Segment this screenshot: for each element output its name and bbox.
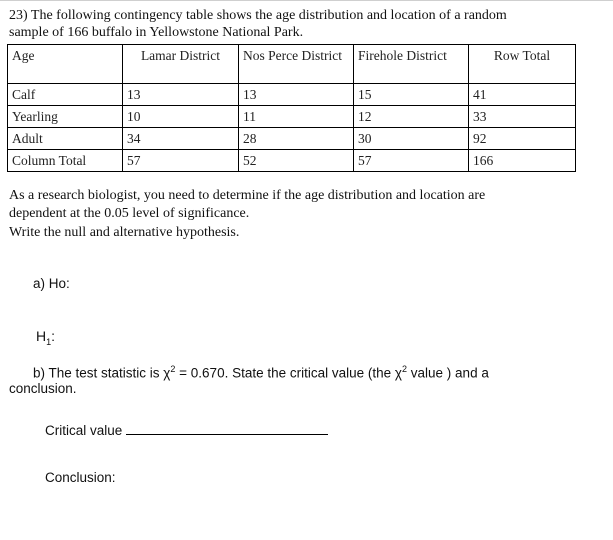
table-row — [8, 84, 576, 106]
part-b-mid: = 0.670. State the critical value (the — [175, 365, 395, 381]
table-cell: 10 — [123, 106, 239, 128]
part-b-pre: b) The test statistic is — [33, 365, 164, 381]
table-row — [8, 150, 576, 172]
table-cell: 92 — [469, 128, 576, 150]
table-cell: 57 — [354, 150, 469, 172]
table-cell: 30 — [354, 128, 469, 150]
table-cell: 52 — [239, 150, 354, 172]
table-cell: 34 — [123, 128, 239, 150]
problem-line-2: sample of 166 buffalo in Yellowstone National Park. — [9, 25, 304, 40]
paragraph-line-2: dependent at the 0.05 level of significance. — [9, 206, 250, 221]
ho-label: a) Ho: — [33, 276, 70, 291]
top-rule — [0, 0, 613, 1]
contingency-table — [7, 44, 576, 172]
h1-label — [36, 328, 55, 351]
h1-subscript: 1 — [46, 336, 52, 347]
paragraph-line-3: Write the null and alternative hypothesis. — [9, 225, 240, 240]
paragraph-line-1: As a research biologist, you need to determine if the age distribution and location are — [9, 188, 486, 203]
h1-colon: : — [51, 328, 56, 344]
table-row — [8, 106, 576, 128]
row-label: Column Total — [8, 150, 123, 172]
table-cell: 13 — [123, 84, 239, 106]
header-age: Age — [8, 45, 123, 84]
conclusion-label: Conclusion: — [45, 470, 116, 485]
header-nos-perce: Nos Perce District — [239, 45, 354, 84]
part-b-line-1 — [33, 361, 489, 382]
critical-value-blank[interactable] — [126, 420, 328, 435]
table-cell: 57 — [123, 150, 239, 172]
h1-base: H — [36, 328, 47, 344]
critical-value-row — [45, 420, 328, 439]
table-cell: 41 — [469, 84, 576, 106]
row-label: Calf — [8, 84, 123, 106]
table-cell: 33 — [469, 106, 576, 128]
part-b-post: value ) and a — [407, 365, 489, 381]
chi-squared-exponent: 2 — [170, 364, 176, 374]
critical-value-label: Critical value — [45, 423, 123, 438]
header-firehole: Firehole District — [354, 45, 469, 84]
row-label: Yearling — [8, 106, 123, 128]
table-cell: 15 — [354, 84, 469, 106]
chi-symbol-2: χ — [394, 365, 403, 381]
table-cell: 13 — [239, 84, 354, 106]
table-header-row — [8, 45, 576, 84]
header-lamar: Lamar District — [123, 45, 239, 84]
problem-line-1: 23) The following contingency table shows the age distribution and location of a random — [9, 8, 507, 23]
table-cell: 11 — [239, 106, 354, 128]
table-row — [8, 128, 576, 150]
header-row-total: Row Total — [469, 45, 576, 84]
table-cell: 28 — [239, 128, 354, 150]
chi-symbol: χ — [163, 365, 171, 381]
row-label: Adult — [8, 128, 123, 150]
table-cell: 166 — [469, 150, 576, 172]
chi-squared-exponent-2: 2 — [402, 364, 408, 374]
part-b-line-2: conclusion. — [9, 381, 77, 396]
table-cell: 12 — [354, 106, 469, 128]
